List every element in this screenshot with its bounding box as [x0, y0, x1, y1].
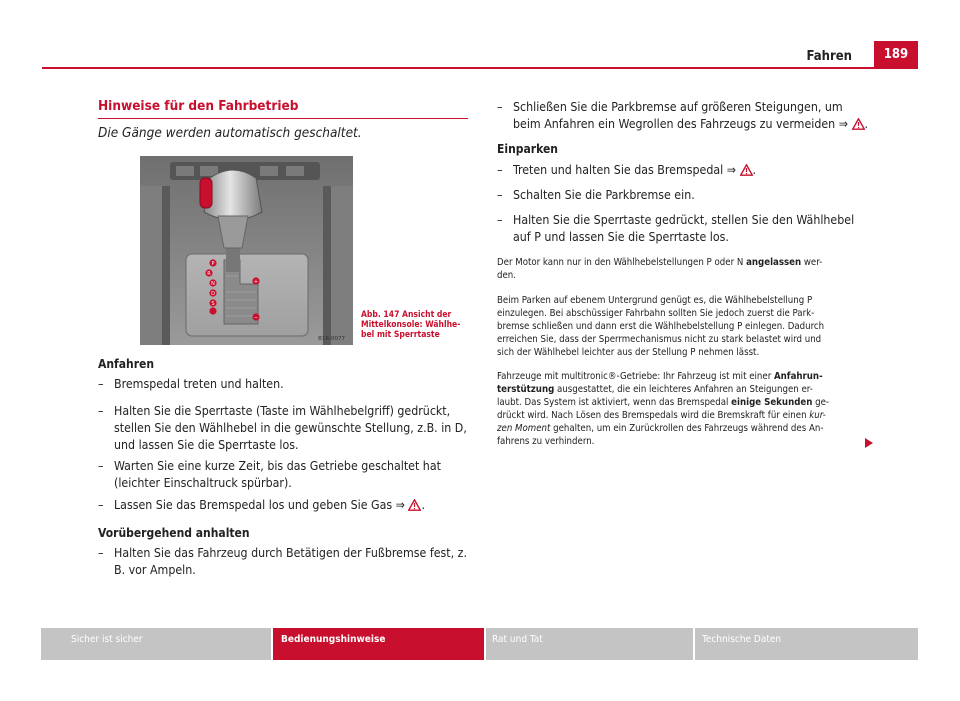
text-italic: zen Moment [497, 423, 551, 434]
list-dash: – [98, 546, 104, 560]
text-span: ausgestattet, die ein leichteres Anfahren an Steigungen er- [554, 384, 813, 395]
header-divider [42, 67, 918, 69]
text-line: sich der Wählhebel leichter aus der Stellung P nehmen lässt. [497, 347, 760, 358]
section-title: Hinweise für den Fahrbetrieb [98, 98, 299, 114]
section-title-underline [98, 118, 468, 119]
footer-tab-bedienung[interactable] [273, 628, 484, 660]
footer-tab-label: Rat und Tat [492, 634, 543, 645]
caption-line: Mittelkonsole: Wählhe- [361, 320, 461, 330]
text-line: erreichen Sie, dass der Sperrmechanismus nicht zu stark belastet wird und [497, 334, 822, 345]
paragraph-parken [497, 294, 877, 359]
list-item [98, 458, 478, 492]
gear-letter-p: P [211, 261, 215, 267]
list-text: Warten Sie eine kurze Zeit, bis das Getriebe geschaltet hat [114, 459, 441, 473]
list-text: stellen Sie den Wählhebel in die gewünschte Stellung, z.B. in D, [114, 421, 467, 435]
list-item [98, 403, 478, 455]
gear-letter-s: S [211, 301, 215, 307]
gear-letter-r: R [207, 271, 211, 277]
list-dash: – [497, 213, 503, 227]
list-text: beim Anfahren ein Wegrollen des Fahrzeugs zu vermeiden ⇒ [513, 117, 848, 131]
page-header-title: Fahren [806, 49, 852, 64]
list-dash: – [497, 100, 503, 114]
list-text: Treten und halten Sie das Bremspedal ⇒ [513, 163, 737, 177]
list-text: Halten Sie das Fahrzeug durch Betätigen der Fußbremse fest, z. [114, 546, 467, 560]
list-text: Bremspedal treten und halten. [114, 377, 284, 391]
paragraph-multitronic [497, 370, 877, 448]
text-span: Fahrzeuge mit multitronic®-Getriebe: Ihr Fahrzeug ist mit einer [497, 371, 774, 382]
text-span: wer- [801, 257, 823, 268]
list-text: auf P und lassen Sie die Sperrtaste los. [513, 230, 729, 244]
list-text: (leichter Einschaltruck spürbar). [114, 476, 292, 490]
list-dash: – [98, 498, 104, 512]
gear-selector-figure [140, 156, 353, 345]
text-bold: terstützung [497, 384, 555, 395]
gear-letter-minus: − [253, 315, 259, 321]
text-bold: einige Sekunden [731, 397, 813, 408]
text-span: Der Motor kann nur in den Wählhebelstellungen P oder N [497, 257, 747, 268]
gear-letter-n: N [211, 281, 215, 287]
list-item: – Schließen Sie die Parkbremse auf größeren Steigungen, um beim Anfahren ein Wegrollen des Fahrzeugs zu vermeiden ⇒ . [497, 100, 869, 131]
figure-code: B1R-0077 [318, 336, 345, 342]
figure-caption [361, 310, 471, 340]
footer-tab-label: Bedienungshinweise [281, 634, 386, 645]
text-span: ge- [812, 397, 830, 408]
list-dash: – [497, 188, 503, 202]
text-span: drückt wird. Nach Lösen des Bremspedals wird die Bremskraft für einen [497, 410, 810, 421]
list-text: Lassen Sie das Bremspedal los und geben Sie Gas ⇒ [114, 498, 405, 512]
warning-icon [408, 499, 421, 511]
list-item [98, 545, 478, 579]
text-line: einzulegen. Bei abschüssiger Fahrbahn sollten Sie jedoch zuerst die Park- [497, 308, 815, 319]
text-line: fahrens zu verhindern. [497, 436, 595, 447]
caption-line: bel mit Sperrtaste [361, 330, 440, 340]
list-text: Schließen Sie die Parkbremse auf größeren Steigungen, um [513, 100, 843, 114]
heading-einparken: Einparken [497, 142, 558, 156]
text-line: den. [497, 270, 517, 281]
caption-line: Abb. 147 Ansicht der [361, 310, 452, 320]
continue-arrow-icon [865, 438, 873, 448]
text-italic: kur- [809, 410, 826, 421]
footer-tab-sicher[interactable] [41, 628, 271, 660]
paragraph-motor [497, 256, 877, 282]
list-dash: – [98, 459, 104, 473]
text-line: Beim Parken auf ebenem Untergrund genügt es, die Wählhebelstellung P [497, 295, 813, 306]
gear-letter-plus: + [253, 279, 259, 285]
gear-letter-d: D [211, 291, 215, 297]
list-text: Halten Sie die Sperrtaste gedrückt, stellen Sie den Wählhebel [513, 213, 855, 227]
list-dash: – [497, 163, 503, 177]
warning-icon [740, 164, 753, 176]
list-text: Schalten Sie die Parkbremse ein. [513, 188, 695, 202]
list-dash: – [98, 377, 104, 391]
footer-tab-label: Sicher ist sicher [71, 634, 143, 645]
text-bold: angelassen [746, 257, 802, 268]
heading-anfahren: Anfahren [98, 357, 155, 371]
section-subtitle: Die Gänge werden automatisch geschaltet. [98, 125, 362, 141]
text-line: bremse schließen und dann erst die Wählhebelstellung P einlegen. Dadurch [497, 321, 825, 332]
text-span: laubt. Das System ist aktiviert, wenn das Bremspedal [497, 397, 732, 408]
list-text: B. vor Ampeln. [114, 563, 196, 577]
text-span: gehalten, um ein Zurückrollen des Fahrzeugs während des An- [550, 423, 824, 434]
list-text: Halten Sie die Sperrtaste (Taste im Wählhebelgriff) gedrückt, [114, 404, 451, 418]
list-dash: – [98, 404, 104, 418]
list-item [497, 212, 877, 246]
text-bold: Anfahrun- [773, 371, 823, 382]
list-text: und lassen Sie die Sperrtaste los. [114, 438, 299, 452]
page-number: 189 [874, 41, 918, 67]
warning-icon [852, 118, 865, 130]
footer-tab-rat[interactable] [486, 628, 693, 660]
footer-tab-label: Technische Daten [702, 634, 782, 645]
footer-tab-technik[interactable] [695, 628, 918, 660]
heading-anhalten: Vorübergehend anhalten [98, 526, 250, 540]
